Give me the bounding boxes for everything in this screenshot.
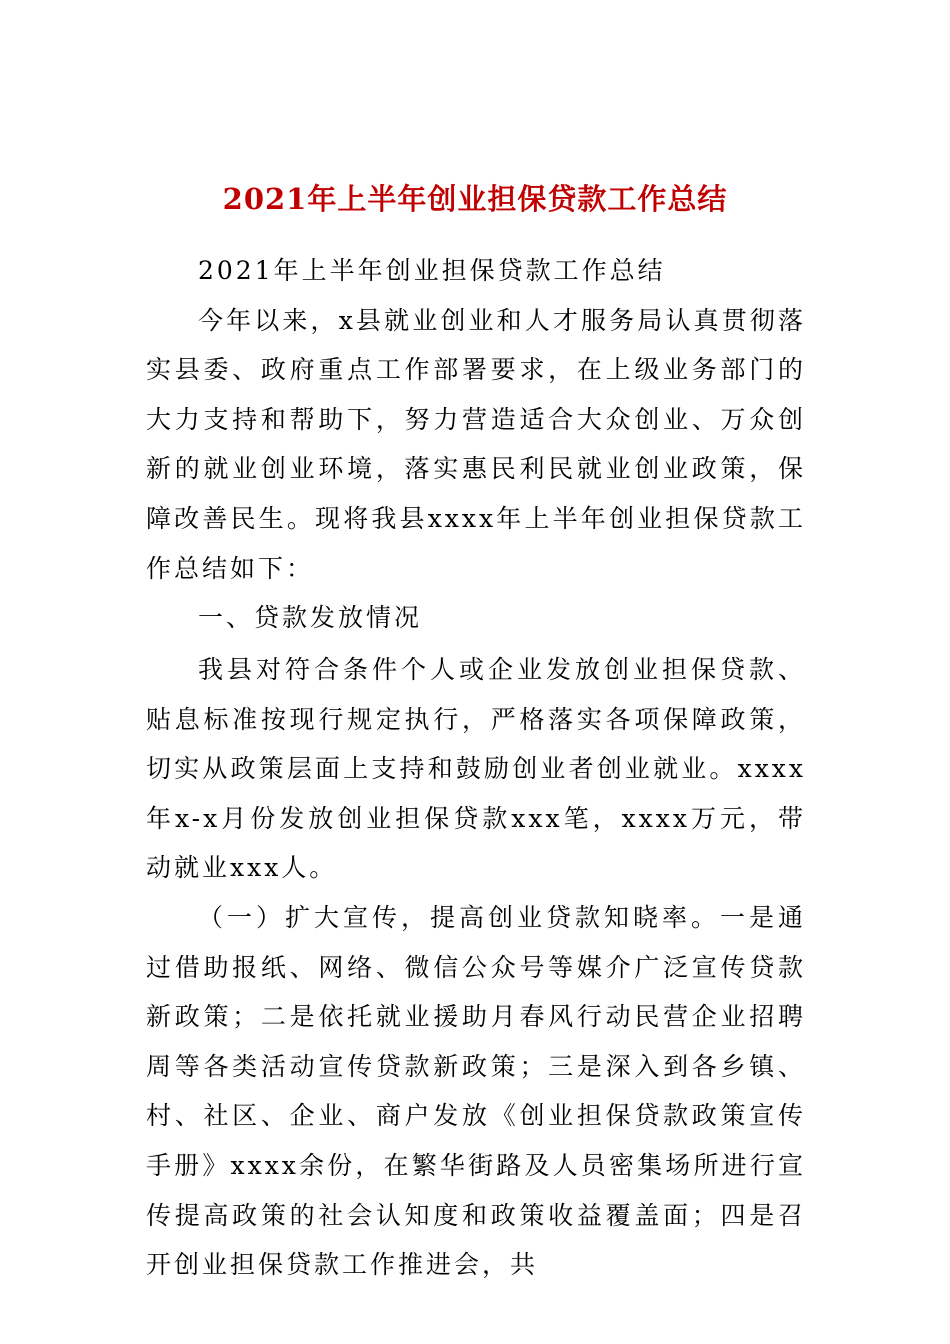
body-paragraph: 我县对符合条件个人或企业发放创业担保贷款、贴息标准按现行规定执行，严格落实各项保障政策，切实从政策层面上支持和鼓励创业者创业就业。xxxx年x-x月份发放创业担保贷款xxx笔，xxxx万元，带动就业xxx人。 — [146, 655, 806, 883]
section-heading: 一、贷款发放情况 — [198, 603, 423, 633]
body-paragraph: （一）扩大宣传，提高创业贷款知晓率。一是通过借助报纸、网络、微信公众号等媒介广泛宣传贷款新政策；二是依托就业援助月春风行动民营企业招聘周等各类活动宣传贷款新政策；三是深入到各乡镇、村、社区、企业、商户发放《创业担保贷款政策宣传手册》xxxx余份，在繁华街路及人员密集场所进行宣传提高政策的社会认知度和政策收益覆盖面；四是召开创业担保贷款工作推进会，共 — [146, 902, 806, 1280]
body-paragraph: 今年以来，x县就业创业和人才服务局认真贯彻落实县委、政府重点工作部署要求，在上级业务部门的大力支持和帮助下，努力营造适合大众创业、万众创新的就业创业环境，落实惠民利民就业创业政策，保障改善民生。现将我县xxxx年上半年创业担保贷款工作总结如下： — [146, 305, 806, 583]
body-paragraph: 2021年上半年创业担保贷款工作总结 — [198, 256, 666, 285]
document-title: 2021年上半年创业担保贷款工作总结 — [222, 182, 728, 216]
document-body-upper — [146, 246, 806, 643]
document-body-lower — [146, 645, 806, 1290]
